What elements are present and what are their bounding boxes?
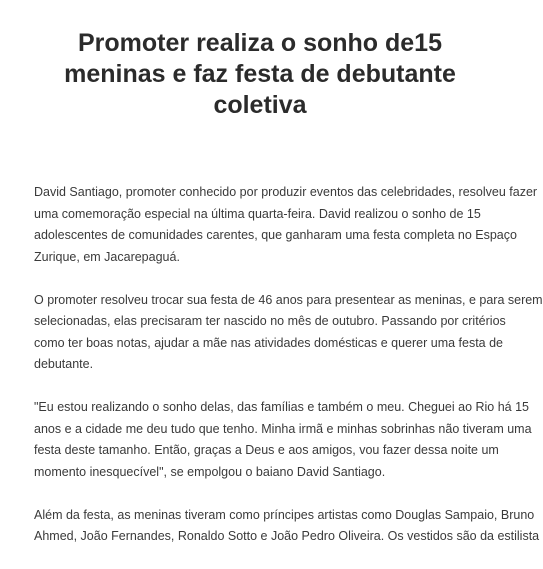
article-title <box>0 28 520 121</box>
paragraph-line: como ter boas notas, ajudar a mãe nas atividades domésticas e querer uma festa de <box>34 335 504 350</box>
paragraph-line: Além da festa, as meninas tiveram como príncipes artistas como Douglas Sampaio, Bruno <box>34 507 535 522</box>
article-paragraph <box>34 505 540 548</box>
paragraph-line: uma comemoração especial na última quarta-feira. David realizou o sonho de 15 <box>34 206 481 221</box>
paragraph-line: "Eu estou realizando o sonho delas, das famílias e também o meu. Cheguei ao Rio há 15 <box>34 400 530 414</box>
paragraph-line: O promoter resolveu trocar sua festa de 46 anos para presentear as meninas, e para serem <box>34 292 543 307</box>
article-title-line: coletiva <box>213 91 307 119</box>
article-title-line: meninas e faz festa de debutante <box>64 60 456 88</box>
article-paragraph <box>34 290 543 376</box>
paragraph-line: Zurique, em Jacarepaguá. <box>34 249 180 264</box>
paragraph-line: David Santiago, promoter conhecido por produzir eventos das celebridades, resolveu fazer <box>34 185 538 199</box>
article-paragraph <box>34 182 538 268</box>
paragraph-line: festa deste tamanho. Então, graças a Deus e aos amigos, vou fazer dessa noite um <box>34 443 499 457</box>
paragraph-line: selecionadas, elas precisaram ter nascido no mês de outubro. Passando por critérios <box>34 314 506 328</box>
article-title-line: Promoter realiza o sonho de15 <box>78 29 442 57</box>
paragraph-line: momento inesquecível", se empolgou o baiano David Santiago. <box>34 464 386 479</box>
paragraph-line: adolescentes de comunidades carentes, que ganharam uma festa completa no Espaço <box>34 228 517 242</box>
paragraph-line: debutante. <box>34 357 94 371</box>
article-body <box>34 182 543 569</box>
article-paragraph <box>34 397 532 483</box>
paragraph-line: anos e a cidade me deu tudo que tenho. Minha irmã e minhas sobrinhas não tiveram uma <box>34 421 532 436</box>
paragraph-line: Ahmed, João Fernandes, Ronaldo Sotto e João Pedro Oliveira. Os vestidos são da estilista <box>34 529 540 543</box>
